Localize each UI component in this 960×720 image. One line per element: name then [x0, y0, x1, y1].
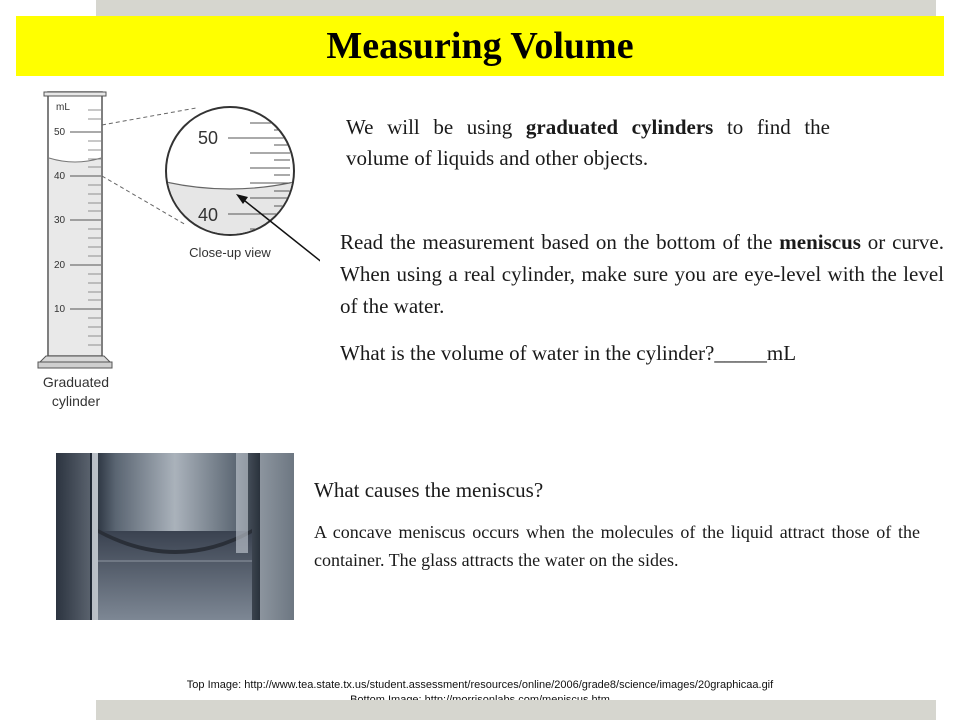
meniscus-cause-answer: A concave meniscus occurs when the molecules of the liquid attract those of the container. The glass attracts the water on the sides.: [314, 522, 920, 570]
scale-label-20: 20: [54, 260, 66, 271]
unit-label: mL: [56, 102, 70, 113]
intro-paragraph: We will be using graduated cylinders to find the volume of liquids and other objects.: [346, 115, 830, 170]
scale-label-50: 50: [54, 127, 66, 138]
closeup-label-50: 50: [198, 128, 219, 148]
graduated-cylinder-diagram: [0, 80, 320, 420]
credit-top-image: Top Image: http://www.tea.state.tx.us/student.assessment/resources/online/2006/grade8/science/images/20graphicaa.gif: [186, 679, 774, 691]
volume-question: What is the volume of water in the cylinder?_____mL: [340, 341, 797, 365]
scale-label-10: 10: [54, 304, 66, 315]
closeup-caption: Close-up view: [189, 245, 271, 260]
slide-title: Measuring Volume: [326, 25, 634, 67]
leader-line-top: [102, 108, 196, 125]
scale-label-40: 40: [54, 171, 66, 182]
meniscus-photo: [56, 453, 294, 620]
meniscus-bold-term: meniscus: [779, 230, 861, 254]
photo-liquid: [98, 531, 252, 620]
scale-label-30: 30: [54, 215, 66, 226]
cylinder-lip: [44, 92, 106, 96]
closeup-label-40: 40: [198, 205, 219, 225]
cylinder-water: [49, 158, 101, 355]
meniscus-cause-question: What causes the meniscus?: [314, 478, 544, 502]
photo-tube-highlight-right: [236, 453, 248, 553]
cylinder-base-top: [40, 356, 110, 362]
cylinder-caption-line2: cylinder: [51, 393, 101, 409]
meniscus-instruction: Read the measurement based on the bottom of the meniscus or curve. When using a real cylinder, make sure you are eye-level with the level of the water.: [340, 230, 944, 318]
photo-tube-highlight-left: [92, 453, 98, 620]
cylinder-caption-line1: Graduated: [42, 374, 110, 390]
bottom-grey-band: [96, 700, 936, 720]
intro-bold-term: graduated cylinders: [525, 115, 714, 139]
cylinder-base: [38, 362, 112, 368]
